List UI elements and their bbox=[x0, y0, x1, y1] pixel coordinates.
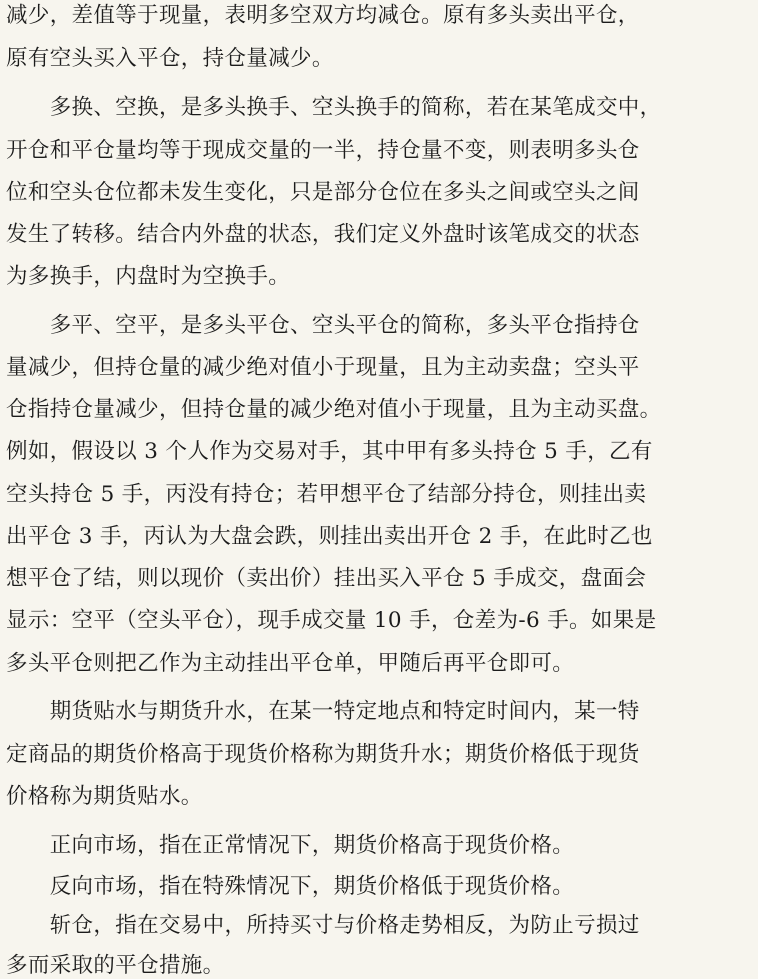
text-line: 多平、空平，是多头平仓、空头平仓的简称，多头平仓指持仓 bbox=[6, 313, 640, 338]
text-line: 显示：空平（空头平仓），现手成交量 10 手，仓差为-6 手。如果是 bbox=[6, 608, 657, 633]
text-line: 正向市场，指在正常情况下，期货价格高于现货价格。 bbox=[6, 833, 575, 858]
text-line: 发生了转移。结合内外盘的状态，我们定义外盘时该笔成交的状态 bbox=[6, 222, 640, 247]
text-line: 开仓和平仓量均等于现成交量的一半，持仓量不变，则表明多头仓 bbox=[6, 138, 640, 163]
text-line: 空头持仓 5 手，丙没有持仓；若甲想平仓了结部分持仓，则挂出卖 bbox=[6, 482, 647, 507]
text-line: 减少，差值等于现量，表明多空双方均减仓。原有多头卖出平仓， bbox=[6, 3, 640, 28]
text-line: 出平仓 3 手，丙认为大盘会跌，则挂出卖出开仓 2 手，在此时乙也 bbox=[6, 524, 653, 549]
text-line: 定商品的期货价格高于现货价格称为期货升水；期货价格低于现货 bbox=[6, 742, 640, 767]
text-line: 反向市场，指在特殊情况下，期货价格低于现货价格。 bbox=[6, 874, 575, 899]
text-line: 为多换手，内盘时为空换手。 bbox=[6, 264, 291, 289]
text-line: 例如，假设以 3 个人作为交易对手，其中甲有多头持仓 5 手，乙有 bbox=[6, 439, 653, 464]
text-line: 想平仓了结，则以现价（卖出价）挂出买入平仓 5 手成交，盘面会 bbox=[6, 566, 647, 591]
text-line: 仓指持仓量减少，但持仓量的减少绝对值小于现量，且为主动买盘。 bbox=[6, 397, 662, 422]
text-line: 位和空头仓位都未发生变化，只是部分仓位在多头之间或空头之间 bbox=[6, 180, 640, 205]
text-line: 原有空头买入平仓，持仓量减少。 bbox=[6, 46, 334, 71]
text-line: 多换、空换，是多头换手、空头换手的简称，若在某笔成交中， bbox=[6, 95, 662, 120]
text-line: 期货贴水与期货升水，在某一特定地点和特定时间内，某一特 bbox=[6, 699, 640, 724]
text-line: 量减少，但持仓量的减少绝对值小于现量，且为主动卖盘；空头平 bbox=[6, 355, 640, 380]
text-line: 多头平仓则把乙作为主动挂出平仓单，甲随后再平仓即可。 bbox=[6, 651, 575, 676]
text-line: 多而采取的平仓措施。 bbox=[6, 953, 225, 978]
text-line: 价格称为期货贴水。 bbox=[6, 784, 203, 809]
text-line: 斩仓，指在交易中，所持买寸与价格走势相反，为防止亏损过 bbox=[6, 913, 640, 938]
